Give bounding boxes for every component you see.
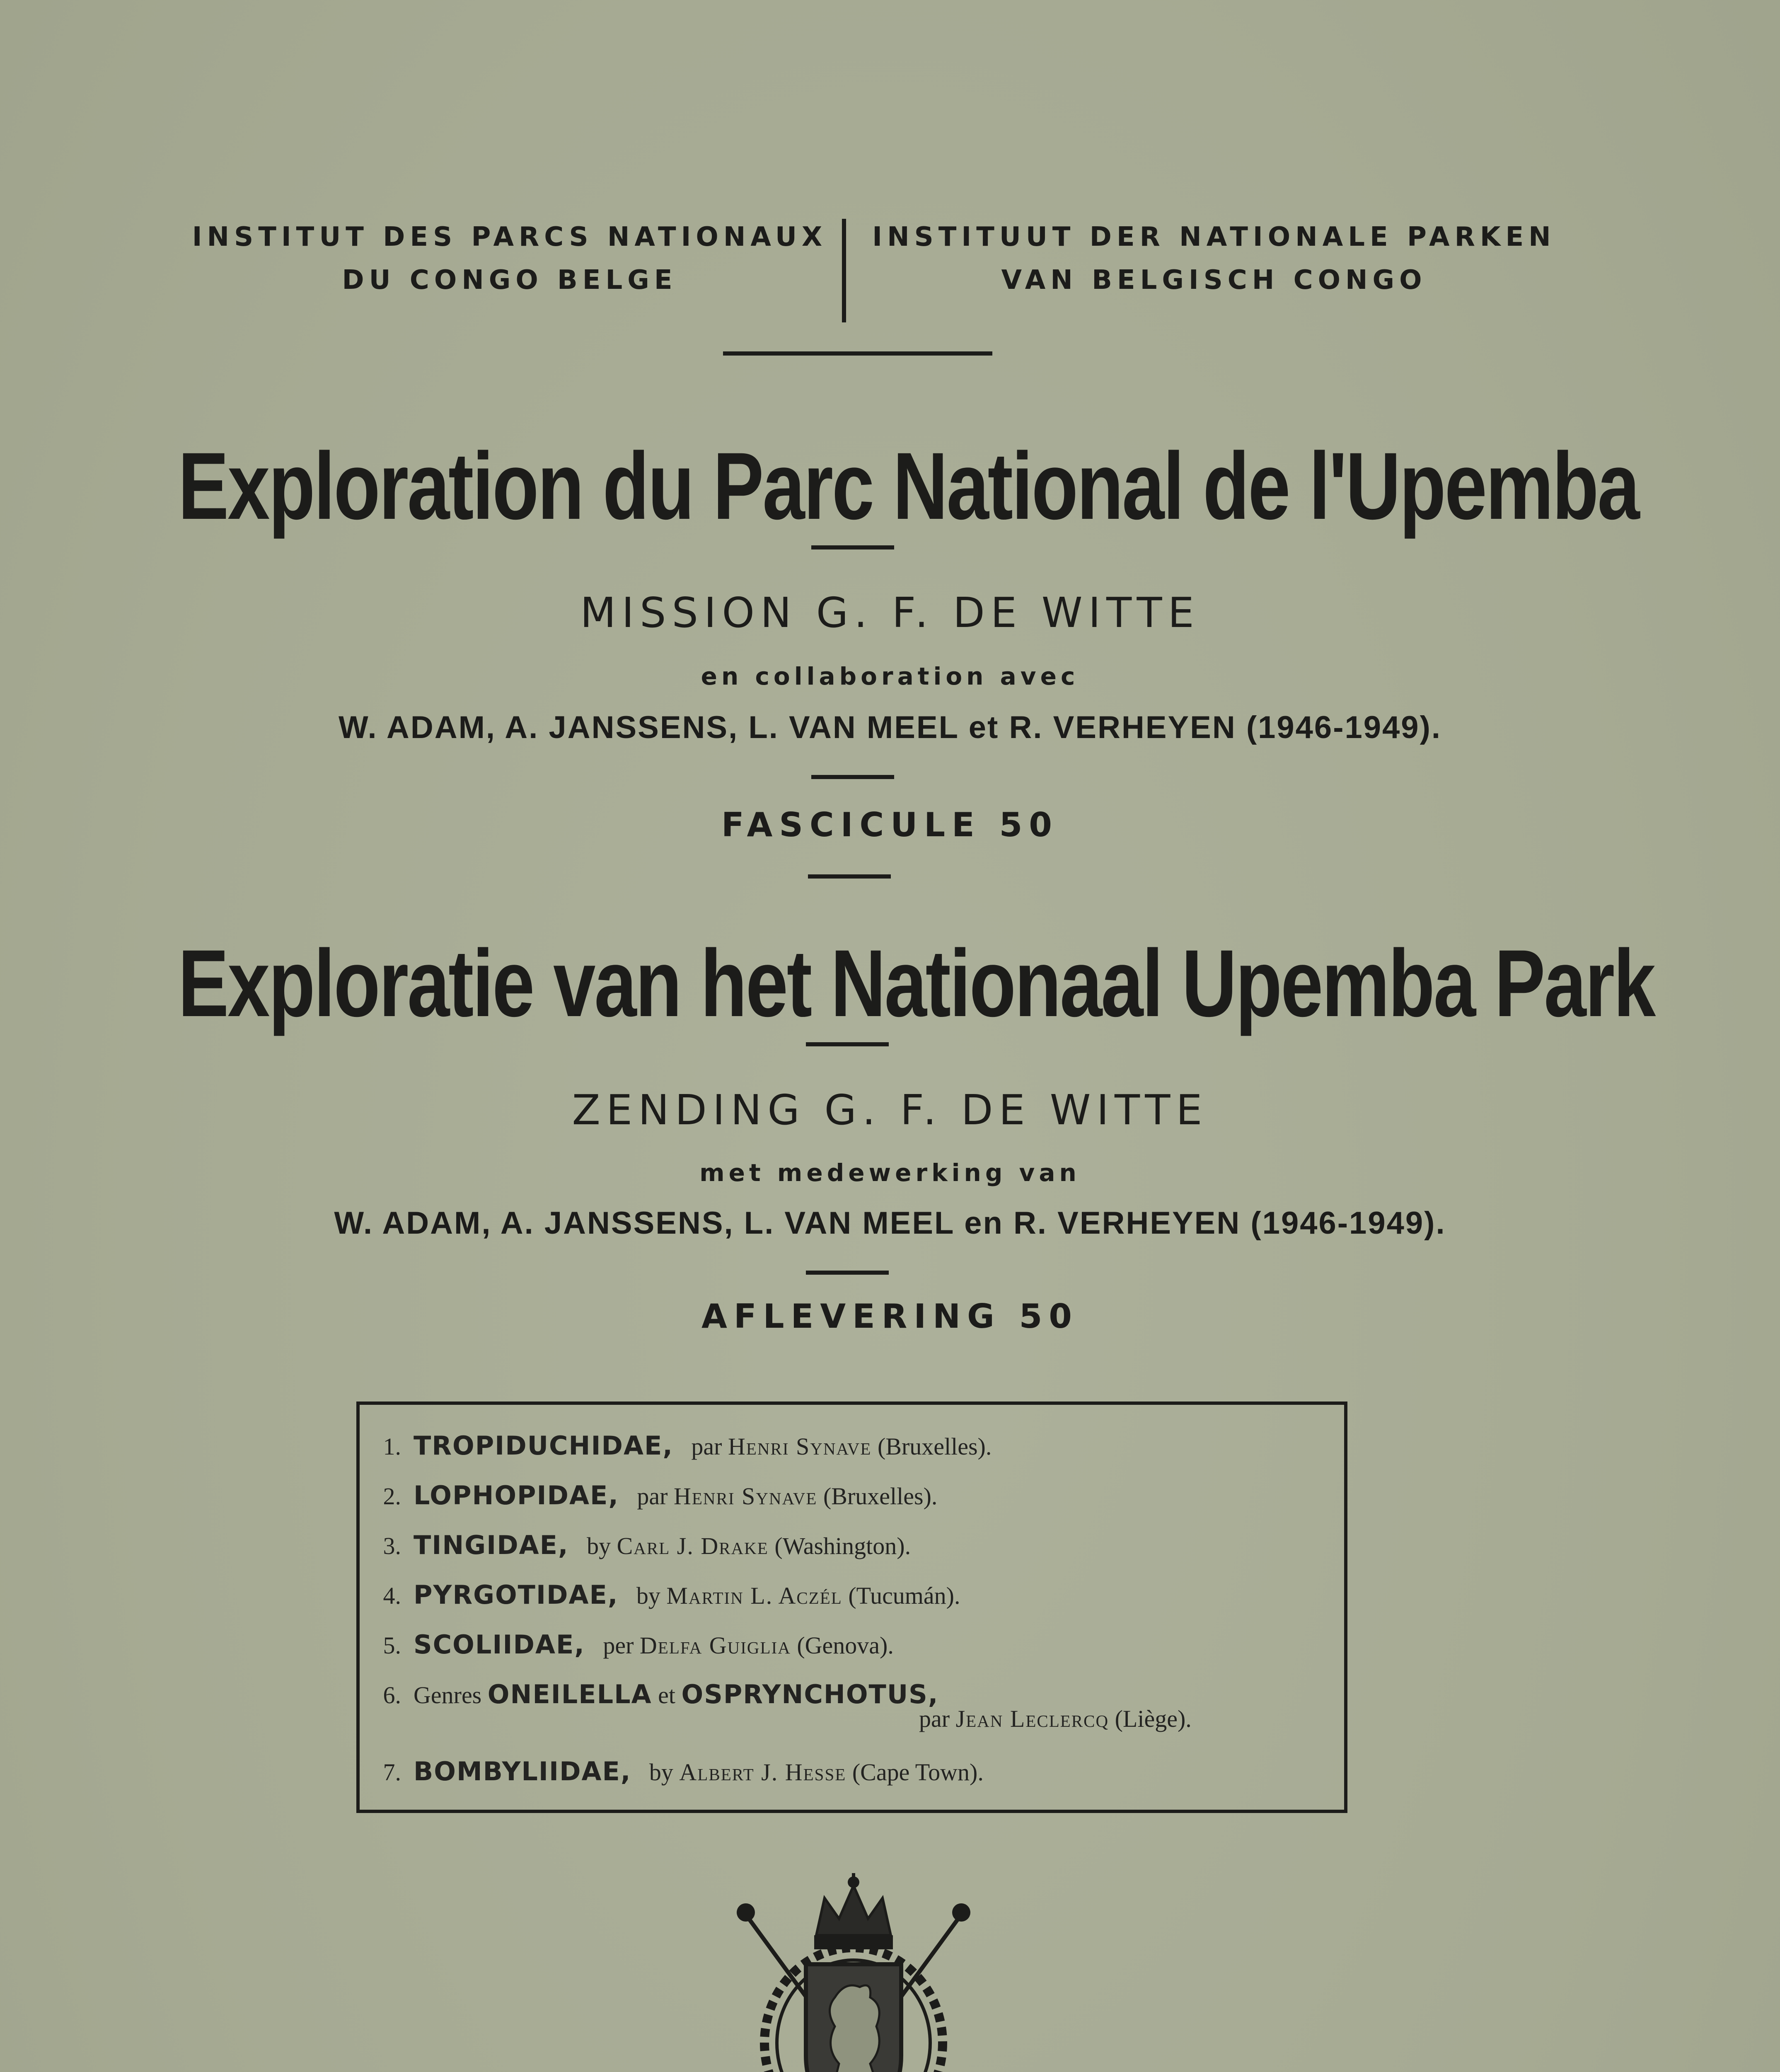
institute-french-line1: INSTITUT DES PARCS NATIONAUX [192, 222, 827, 252]
institute-french [178, 215, 841, 302]
dutch-names: W. ADAM, A. JANSSENS, L. VAN MEEL en R. VERHEYEN (1946-1949). [334, 1205, 1446, 1241]
institute-dutch-line1: INSTITUUT DER NATIONALE PARKEN [872, 222, 1556, 252]
institute-french-line2: DU CONGO BELGE [342, 265, 677, 295]
contents-item: 6. Genres ONEILELLA et OSPRYNCHOTUS, [383, 1679, 939, 1709]
dutch-title-rule [806, 1042, 889, 1046]
contents-item: 4. PYRGOTIDAE, by Martin L. Aczél (Tucumán). [383, 1580, 960, 1610]
french-collab: en collaboration avec [701, 662, 1079, 690]
contents-item-continuation: par Jean Leclercq (Liège). [919, 1705, 1192, 1732]
french-title-rule [811, 545, 894, 549]
contents-item: 5. SCOLIIDAE, per Delfa Guiglia (Genova). [383, 1629, 894, 1660]
fascicule: FASCICULE 50 [721, 806, 1059, 844]
french-title: Exploration du Parc National de l'Upemba [178, 433, 1639, 539]
dutch-title: Exploratie van het Nationaal Upemba Park [178, 930, 1655, 1036]
dutch-title-wrap [0, 928, 1780, 1053]
french-names-rule [811, 775, 894, 779]
french-names: W. ADAM, A. JANSSENS, L. VAN MEEL et R. VERHEYEN (1946-1949). [338, 710, 1442, 745]
institute-dutch [866, 215, 1562, 302]
aflevering: AFLEVERING 50 [701, 1297, 1079, 1336]
dutch-collab: met medewerking van [699, 1159, 1081, 1187]
french-title-wrap [0, 431, 1780, 555]
header-divider [842, 219, 846, 322]
dutch-mission: ZENDING G. F. DE WITTE [572, 1086, 1208, 1134]
institute-dutch-line2: VAN BELGISCH CONGO [1001, 265, 1427, 295]
contents-box [356, 1402, 1347, 1813]
fascicule-rule [808, 874, 891, 879]
dutch-names-rule [806, 1271, 889, 1275]
contents-item: 2. LOPHOPIDAE, par Henri Synave (Bruxelles). [383, 1480, 938, 1510]
contents-item: 3. TINGIDAE, by Carl J. Drake (Washington). [383, 1530, 911, 1560]
belgian-coat-of-arms-icon [721, 1873, 986, 2072]
contents-item: 1. TROPIDUCHIDAE, par Henri Synave (Bruxelles). [383, 1431, 992, 1461]
french-mission: MISSION G. F. DE WITTE [580, 588, 1200, 637]
contents-item: 7. BOMBYLIIDAE, by Albert J. Hesse (Cape Town). [383, 1756, 984, 1786]
header-rule [723, 351, 992, 356]
